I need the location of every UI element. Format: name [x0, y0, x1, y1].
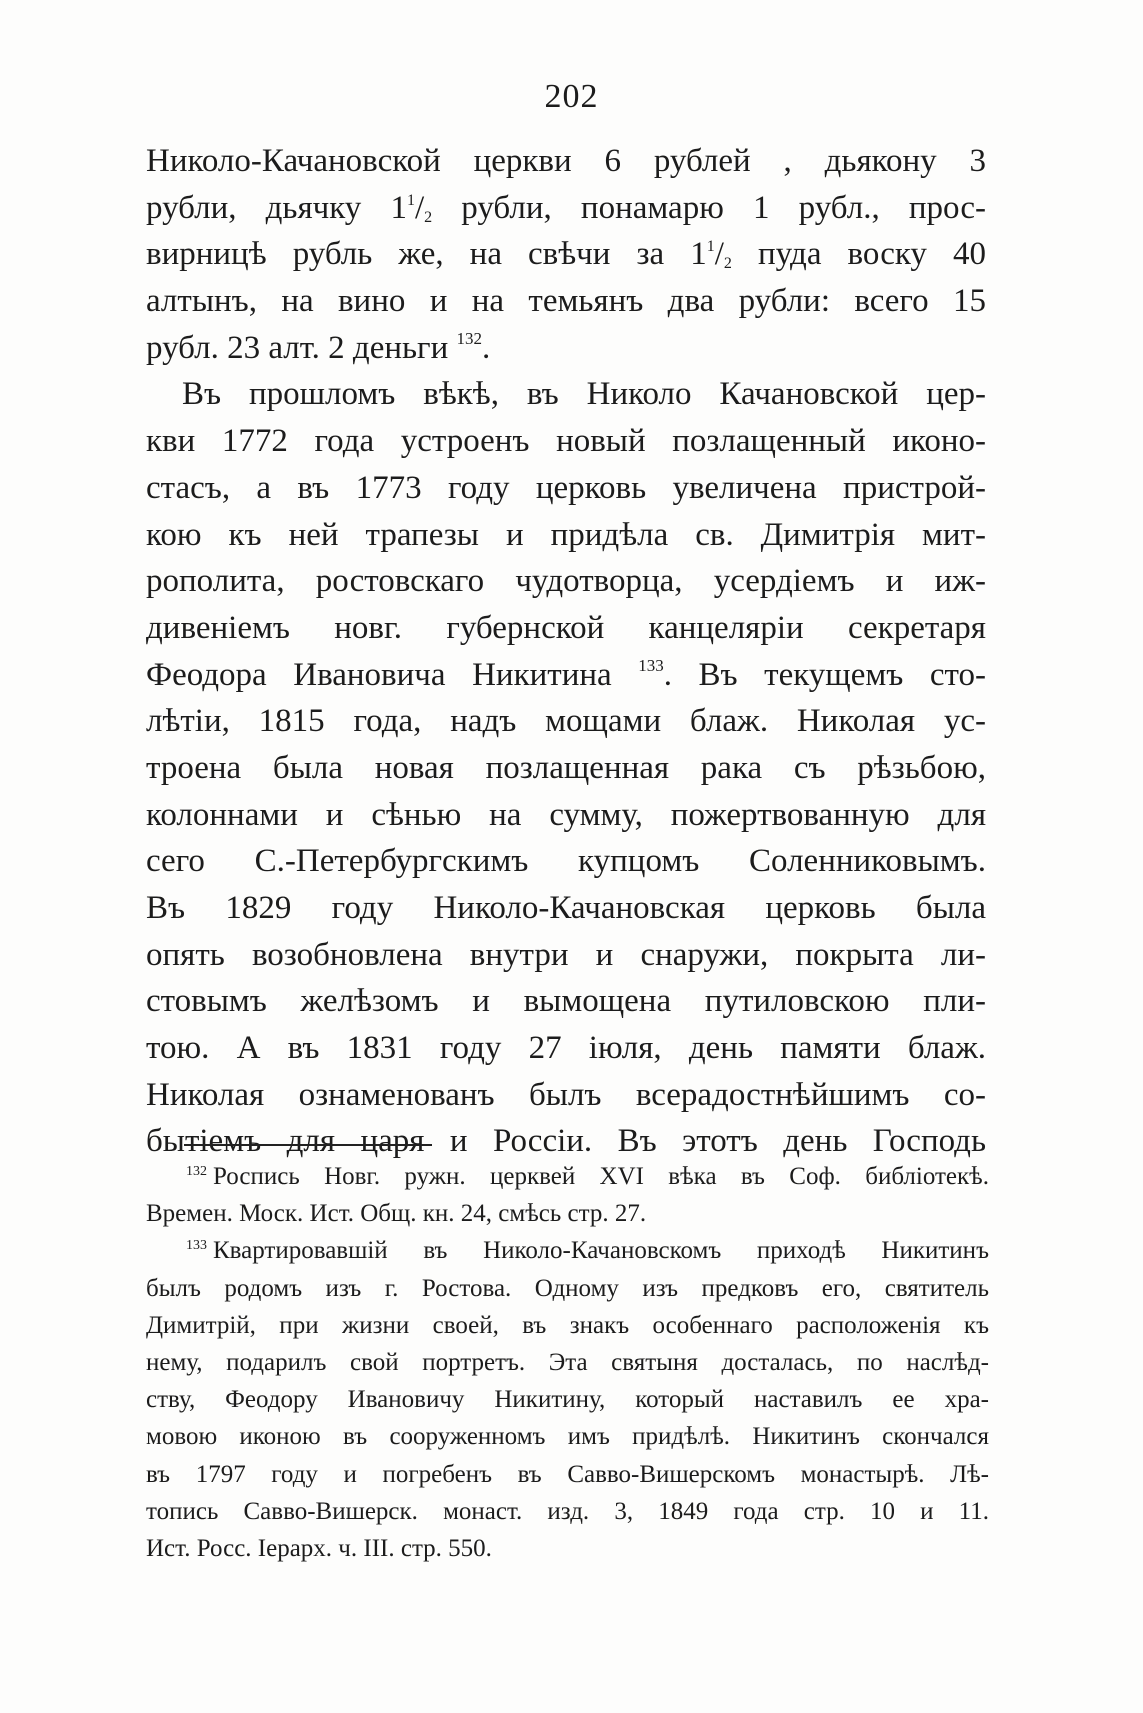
text-line: алтынъ, на вино и на темьянъ два рубли: всего 15	[146, 283, 986, 320]
text-line: Николая ознаменованъ былъ всерадостнѣйшимъ со-	[146, 1076, 986, 1113]
text-line: дивеніемъ новг. губернской канцеляріи секретаря	[146, 609, 986, 646]
text-line: лѣтіи, 1815 года, надъ мощами блаж. Николая ус-	[146, 703, 986, 740]
text-line: рополита, ростовскаго чудотворца, усердіемъ и иж-	[146, 563, 986, 600]
text-line: Николо-Качановской церкви 6 рублей , дьякону 3	[146, 143, 986, 179]
text-fragment: рубл. 23 алт. 2 деньги	[146, 329, 449, 366]
footnote-number: 133	[186, 1238, 207, 1254]
fraction-whole: 1	[390, 189, 407, 226]
text-line	[146, 652, 986, 699]
text-fragment: рубли, понамарю 1 рубл., прос-	[432, 189, 986, 226]
footnote-line	[146, 1232, 989, 1269]
text-line	[146, 231, 986, 278]
footnote-line: Димитрій, при жизни своей, въ знакъ особеннаго расположенія къ	[146, 1311, 989, 1339]
text-line: колоннами и сѣнью на сумму, пожертвованную для	[146, 796, 986, 833]
text-fragment: . Въ текущемъ сто-	[663, 656, 986, 693]
fraction-numerator: 1	[406, 191, 415, 209]
text-line: сего С.-Петербургскимъ купцомъ Соленниковымъ.	[146, 843, 986, 880]
footnote-ref: 132	[456, 328, 483, 348]
footnote-line: нему, подарилъ свой портретъ. Эта святыня досталась, по наслѣд-	[146, 1348, 989, 1376]
text-line: троена была новая позлащенная рака съ рѣзьбою,	[146, 749, 986, 786]
text-line: тою. А въ 1831 году 27 іюля, день памяти блаж.	[146, 1030, 986, 1067]
text-fragment: рубли, дьячку	[146, 189, 391, 226]
footnote-line: топись Савво-Вишерск. монаст. изд. 3, 1849 года стр. 10 и 11.	[146, 1497, 989, 1525]
page-number: 202	[544, 78, 599, 115]
text-line: Въ прошломъ вѣкѣ, въ Николо Качановской цер-	[182, 376, 986, 413]
text-fragment: пуда воску 40	[731, 236, 986, 273]
text-line: кви 1772 года устроенъ новый позлащенный иконо-	[146, 423, 986, 460]
footnote-line: ству, Феодору Ивановичу Никитину, который наставилъ ее хра-	[146, 1386, 989, 1414]
text-line	[146, 185, 986, 232]
footnote-line: былъ родомъ изъ г. Ростова. Одному изъ предковъ его, святитель	[146, 1274, 989, 1302]
text-line: кою къ ней трапезы и придѣла св. Димитрія мит-	[146, 516, 986, 553]
text-line: стовымъ желѣзомъ и вымощена путиловскою пли-	[146, 983, 986, 1020]
footnote-number: 132	[186, 1164, 207, 1179]
text-fragment: вирницѣ рубль же, на свѣчи за	[146, 236, 691, 273]
footnote-line: въ 1797 году и погребенъ въ Савво-Вишерскомъ монастырѣ. Лѣ-	[146, 1460, 989, 1488]
footnote-ref: 133	[638, 655, 664, 675]
fraction-denominator: 2	[424, 208, 433, 226]
footnote-divider	[184, 1144, 432, 1146]
fraction-whole: 1	[690, 236, 707, 273]
footnotes	[146, 1158, 989, 1567]
fraction-denominator: 2	[723, 255, 732, 273]
text-fragment: Феодора Ивановича Никитина	[146, 656, 612, 693]
fraction-numerator: 1	[706, 238, 715, 256]
footnote-line: Ист. Росс. Іерарх. ч. III. стр. 550.	[146, 1534, 492, 1562]
text-line: Въ 1829 году Николо-Качановская церковь была	[146, 890, 986, 926]
footnote-line	[146, 1158, 989, 1195]
main-text	[146, 138, 986, 1165]
text-line: бытіемъ для царя и Россіи. Въ этотъ день Господь	[146, 1123, 986, 1160]
text-line: опять возобновлена внутри и снаружи, покрыта ли-	[146, 936, 986, 973]
text-line: рубл. 23 алт. 2 деньги $^{132}$.	[146, 328, 491, 366]
fraction: $1^1/_2$	[390, 189, 433, 226]
footnote-line: Времен. Моск. Ист. Общ. кн. 24, смѣсь стр. 27.	[146, 1200, 647, 1228]
footnote-text: Квартировавшій въ Николо-Качановскомъ приходѣ Никитинъ	[213, 1237, 989, 1265]
footnote-line: мовою иконою въ сооруженномъ имъ придѣлѣ. Никитинъ скончался	[146, 1423, 989, 1451]
text-line: стасъ, а въ 1773 году церковь увеличена пристрой-	[146, 469, 986, 506]
fraction: $1^1/_2$	[690, 236, 732, 273]
footnote-text: Роспись Новг. ружн. церквей XVI вѣка въ Соф. библіотекѣ.	[213, 1163, 989, 1190]
